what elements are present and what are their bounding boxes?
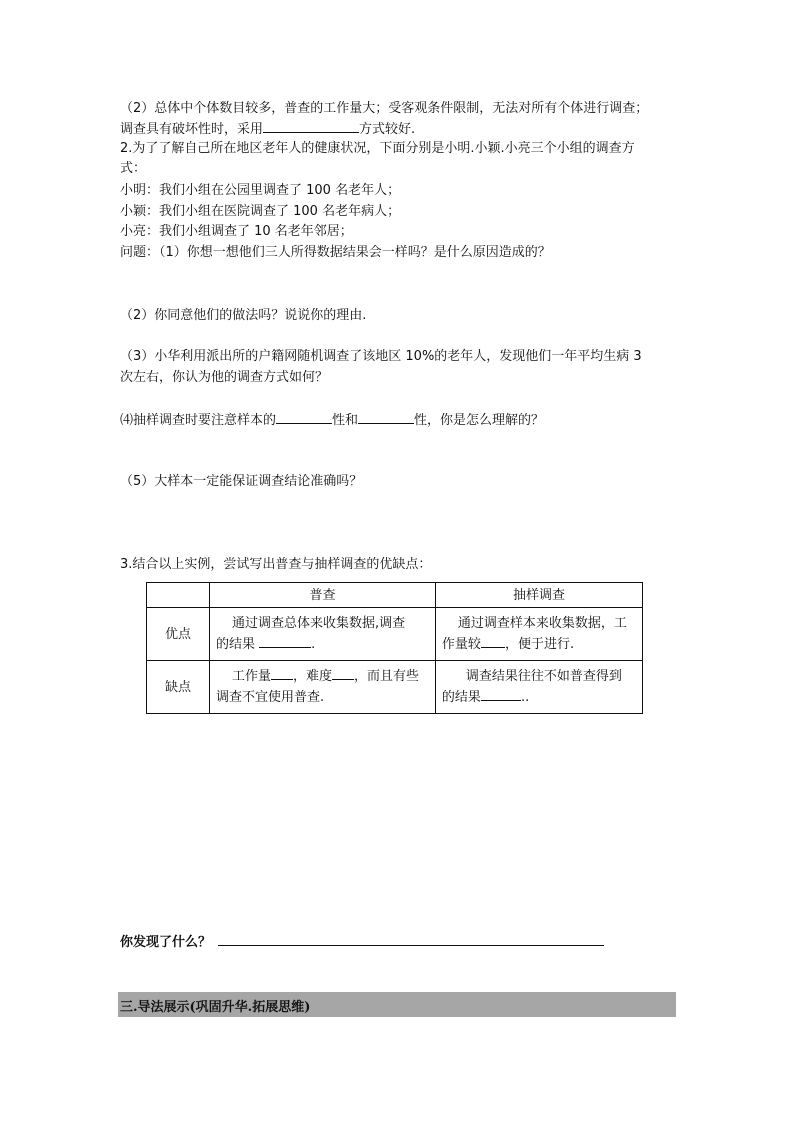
fill-blank[interactable] (263, 120, 359, 133)
question-5: （5）大样本一定能保证调查结论准确吗？ (120, 474, 363, 489)
row-label-disadvantages: 缺点 (147, 661, 210, 714)
cell-text: ，难度 (293, 669, 333, 684)
q1-line2 (120, 120, 415, 139)
cell-census-advantages (210, 608, 436, 661)
cell-text: 的结果 (441, 690, 481, 705)
cell-line (216, 666, 429, 687)
question-3-line1: （3）小华利用派出所的户籍网随机调查了该地区 10%的老年人，发现他们一年平均生病 3 (120, 349, 642, 364)
question-4 (120, 411, 544, 430)
cell-text: 作量较 (441, 637, 481, 652)
question-4-suffix: 性，你是怎么理解的？ (414, 413, 545, 428)
xiaoming-line: 小明：我们小组在公园里调查了 100 名老年人； (120, 183, 401, 198)
fill-blank[interactable] (481, 635, 505, 648)
fill-blank[interactable] (332, 667, 354, 680)
fill-blank[interactable] (358, 411, 414, 424)
fill-blank[interactable] (276, 411, 332, 424)
q3-title: 3.结合以上实例，尝试写出普查与抽样调查的优缺点： (120, 557, 432, 572)
cell-text: ，便于进行. (504, 637, 575, 652)
row-label-advantages: 优点 (147, 608, 210, 661)
table-row (147, 661, 643, 714)
question-4-prefix: ⑷抽样调查时要注意样本的 (120, 413, 277, 428)
cell-line: 调查结果往往不如普查得到 (465, 669, 622, 684)
cell-text: ，而且有些 (354, 669, 420, 684)
cell-sampling-disadvantages (435, 661, 642, 714)
findings-answer-line[interactable] (218, 945, 604, 946)
section-header-bar (118, 992, 676, 1017)
table-row (147, 608, 643, 661)
section-header-title: 三.导法展示(巩固升华.拓展思维) (120, 1000, 311, 1015)
header-census: 普查 (210, 583, 436, 608)
cell-line: 通过调查总体来收集数据,调查 (232, 616, 406, 631)
cell-text: .. (520, 690, 530, 705)
cell-text: . (311, 637, 316, 652)
cell-line: 调查不宜使用普查. (216, 690, 325, 705)
xiaoying-line: 小颖：我们小组在医院调查了 100 名老年病人； (120, 204, 401, 219)
cell-census-disadvantages (210, 661, 436, 714)
q1-line2-prefix: 调查具有破坏性时，采用 (120, 122, 264, 137)
findings-label: 你发现了什么？ (120, 935, 212, 950)
cell-sampling-advantages (435, 608, 642, 661)
table-header-row (147, 583, 643, 608)
comparison-table (146, 582, 643, 714)
table-corner-cell (147, 583, 210, 608)
header-sampling: 抽样调查 (435, 583, 642, 608)
question-2: （2）你同意他们的做法吗？说说你的理由. (120, 308, 367, 323)
fill-blank[interactable] (481, 688, 521, 701)
q2-line1: 2.为了了解自己所在地区老年人的健康状况，下面分别是小明.小颖.小亮三个小组的调查方 (120, 141, 635, 156)
q2-line2: 式： (120, 161, 147, 176)
cell-text: 工作量 (232, 669, 272, 684)
question-4-middle: 性和 (332, 413, 359, 428)
cell-line (216, 634, 429, 655)
cell-text: 的结果 (216, 637, 256, 652)
cell-line: 通过调查样本来收集数据，工 (457, 616, 627, 631)
cell-line (442, 634, 636, 655)
fill-blank[interactable] (259, 635, 311, 648)
cell-line (442, 687, 636, 708)
xiaoliang-line: 小亮：我们小组调查了 10 名老年邻居； (120, 224, 353, 239)
question-1: 问题：（1）你想一想他们三人所得数据结果会一样吗？是什么原因造成的？ (120, 245, 551, 260)
fill-blank[interactable] (271, 667, 293, 680)
q1-line2-suffix: 方式较好. (359, 122, 416, 137)
question-3-line2: 次左右，你认为他的调查方式如何？ (120, 370, 329, 385)
q1-line1: （2）总体中个体数目较多，普查的工作量大；受客观条件限制，无法对所有个体进行调查； (120, 101, 649, 116)
